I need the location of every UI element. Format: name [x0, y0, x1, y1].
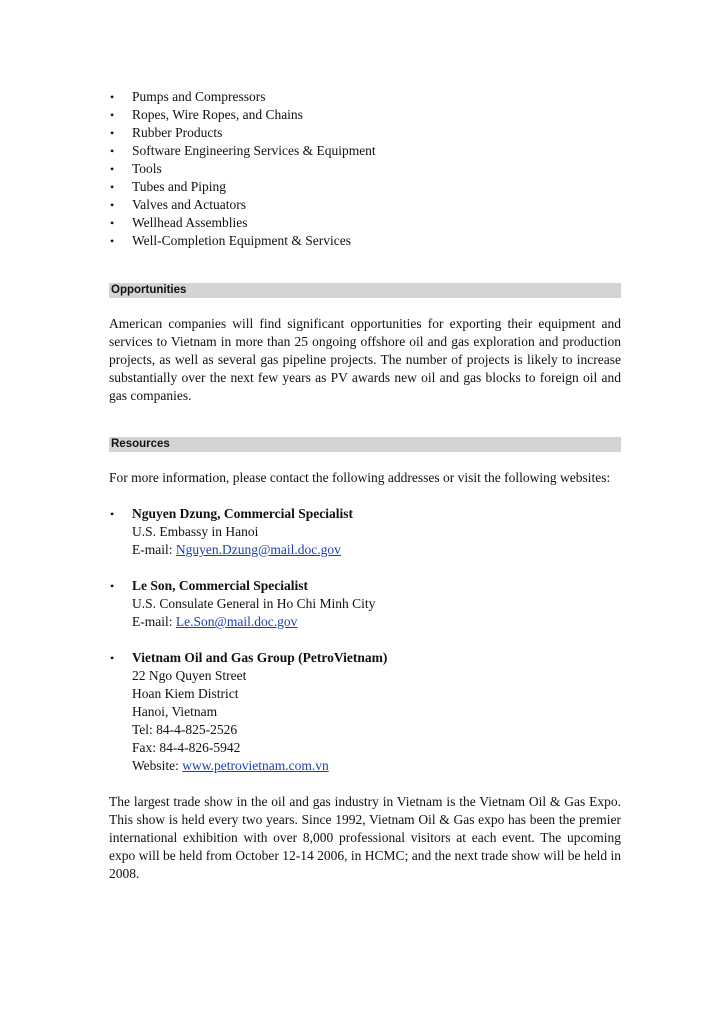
contact-email-line: E-mail: Le.Son@mail.doc.gov — [132, 614, 298, 629]
email-link[interactable]: Nguyen.Dzung@mail.doc.gov — [175, 542, 341, 557]
list-item: • Tools — [110, 161, 162, 176]
list-item: • Wellhead Assemblies — [110, 215, 248, 230]
bullet-icon: • — [110, 507, 115, 521]
contact-petrovietnam — [109, 649, 621, 775]
bullet-icon: • — [110, 126, 115, 140]
org-fax: Fax: 84-4-826-5942 — [132, 740, 241, 755]
bullet-icon: • — [110, 144, 115, 158]
org-address-line: Hanoi, Vietnam — [132, 704, 218, 719]
list-item: • Software Engineering Services & Equipment — [110, 143, 376, 158]
list-item: • Rubber Products — [110, 125, 223, 140]
bullet-icon: • — [110, 162, 115, 176]
bullet-icon: • — [110, 216, 115, 230]
list-item: • Pumps and Compressors — [110, 89, 266, 104]
bullet-icon: • — [110, 108, 115, 122]
bullet-icon: • — [110, 198, 115, 212]
product-list — [109, 88, 621, 250]
resources-intro: For more information, please contact the following addresses or visit the following websites: — [109, 470, 611, 485]
org-name: Vietnam Oil and Gas Group (PetroVietnam) — [132, 650, 388, 665]
document-page — [109, 88, 621, 883]
contact-nguyen-dzung — [109, 505, 621, 559]
contact-le-son — [109, 577, 621, 631]
contact-office: U.S. Consulate General in Ho Chi Minh City — [132, 596, 376, 611]
contact-name: Le Son, Commercial Specialist — [132, 578, 308, 593]
org-address-line: 22 Ngo Quyen Street — [132, 668, 247, 683]
bullet-icon: • — [110, 180, 115, 194]
website-link[interactable]: www.petrovietnam.com.vn — [182, 758, 329, 773]
contact-list — [109, 505, 621, 775]
trade-show-text: The largest trade show in the oil and gas industry in Vietnam is the Vietnam Oil & Gas Expo. This show is held every two years. Since 1992, Vietnam Oil & Gas expo has been the premier international exhibition with over 8,000 professional visitors at each event. The upcoming expo will be held from October 12-14 2006, in HCMC; and the next trade show will be held in 2008. — [109, 794, 621, 881]
contact-name: Nguyen Dzung, Commercial Specialist — [132, 506, 353, 521]
org-address-line: Hoan Kiem District — [132, 686, 239, 701]
bullet-icon: • — [110, 90, 115, 104]
bullet-icon: • — [110, 651, 115, 665]
org-website-line: Website: www.petrovietnam.com.vn — [132, 758, 329, 773]
email-link[interactable]: Le.Son@mail.doc.gov — [175, 614, 298, 629]
opportunities-heading: Opportunities — [109, 283, 621, 298]
contact-office: U.S. Embassy in Hanoi — [132, 524, 259, 539]
bullet-icon: • — [110, 579, 115, 593]
bullet-icon: • — [110, 234, 115, 248]
list-item: • Well-Completion Equipment & Services — [110, 233, 351, 248]
contact-email-line: E-mail: Nguyen.Dzung@mail.doc.gov — [132, 542, 341, 557]
org-tel: Tel: 84-4-825-2526 — [132, 722, 238, 737]
list-item: • Tubes and Piping — [110, 179, 227, 194]
opportunities-text: American companies will find significant opportunities for exporting their equipment and services to Vietnam in more than 25 ongoing offshore oil and gas exploration and production projects, as well as several gas pipeline projects. The number of projects is likely to increase substantially over the next few years as PV awards new oil and gas blocks to foreign oil and gas companies. — [109, 316, 621, 403]
list-item: • Ropes, Wire Ropes, and Chains — [110, 107, 303, 122]
resources-heading: Resources — [109, 437, 621, 452]
list-item: • Valves and Actuators — [110, 197, 246, 212]
